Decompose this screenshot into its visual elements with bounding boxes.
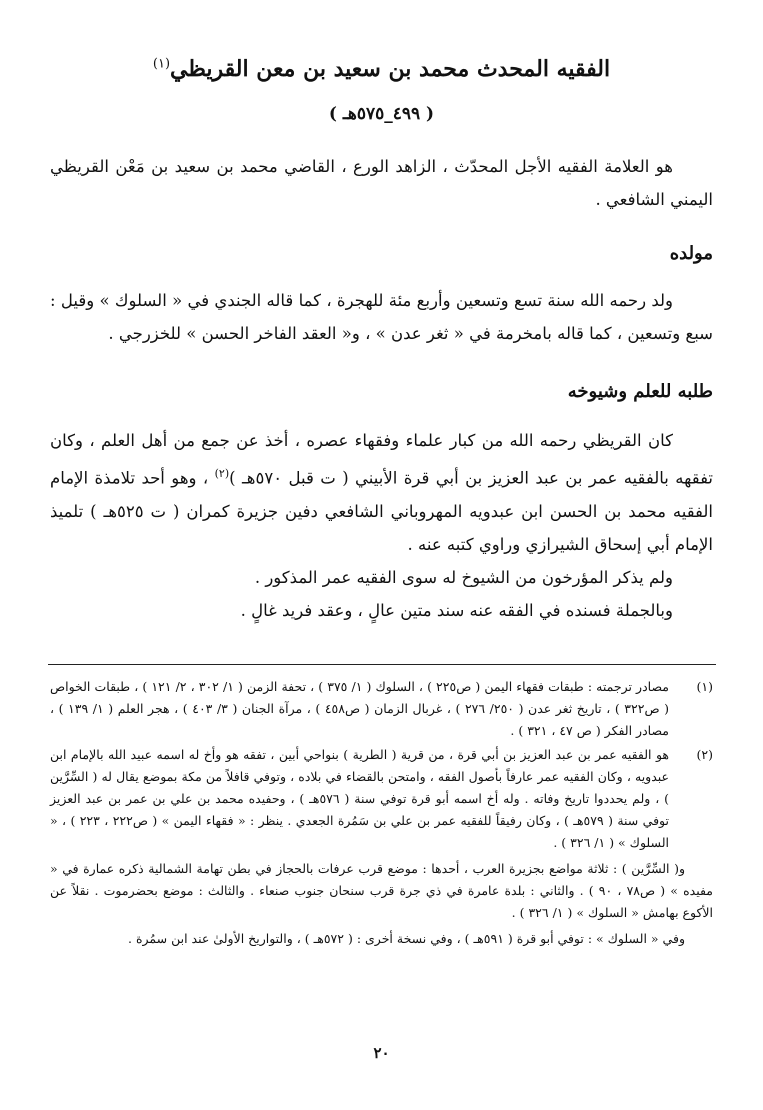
study-paragraph-2: ولم يذكر المؤرخون من الشيوخ له سوى الفقيه عمر المذكور . (254, 567, 673, 587)
study-section (50, 424, 713, 627)
section-heading-study: طلبه للعلم وشيوخه (567, 381, 713, 402)
study-footnote-ref[interactable]: (٢) (214, 467, 230, 480)
footnote-2-note-sirrain: و( السِّرَّين ) : ثلاثة مواضع بجزيرة العرب ، أحدها : موضع قرب عرفات بالحجاز في بطن تهامة الشمالية ذكره عمارة في « مفيده » ( ص٧٨ ، ٩٠ ) . والثاني : بلدة عامرة في ذي جرة قرب سنحان جنوب صنعاء . والثالث : موضع بحضرموت . نقلاً عن الأكوع بهامش « السلوك » ( ١/ ٣٢٦ ) . (50, 861, 713, 920)
intro-paragraph (50, 150, 713, 216)
footnote-divider (48, 664, 716, 665)
intro-text: هو العلامة الفقيه الأجل المحدّث ، الزاهد الورع ، القاضي محمد بن سعيد بن مَعْن القريظي اليمني الشافعي . (50, 157, 713, 209)
footnote-number: (٢) (696, 747, 713, 762)
study-text-b: ، وهو أحد تلامذة الإمام الفقيه محمد بن الحسن ابن عبدويه المهروباني الشافعي دفين جزيرة كمران ( ت ٥٢٥هـ ) تلميذ الإمام أبي إسحاق الشيرازي وراوي كتبه عنه . (50, 468, 714, 554)
page-title (60, 56, 703, 82)
lifespan-dates: ( ٤٩٩_٥٧٥هـ ) (328, 104, 435, 124)
footnote-2 (50, 744, 713, 854)
footnote-2-note-suluk: وفي « السلوك » : توفي أبو قرة ( ٥٩١هـ ) ، وفي نسخة أخرى : ( ٥٧٢هـ ) ، والتواريخ الأولىٰ عند ابن سمُرة . (128, 931, 685, 946)
footnote-text: مصادر ترجمته : طبقات فقهاء اليمن ( ص٢٢٥ ) ، السلوك ( ١/ ٣٧٥ ) ، تحفة الزمن ( ١/ ٣٠٢ ، ٢/ ١٢١ ) ، طبقات الخواص ( ص٣٢٢ ) ، تاريخ ثغر عدن ( ٢٥٠/ ٢٧٦ ) ، غربال الزمان ( ص٤٥٨ ) ، مرآة الجنان ( ٣/ ٤٠٣ ) ، هجر العلم ( ١/ ١٣٩ ) ، مصادر الفكر ( ص ٤٧ ، ٣٢١ ) . (50, 679, 669, 738)
study-paragraph-1 (50, 424, 713, 561)
footnote-text: هو الفقيه عمر بن عبد العزيز بن أبي قرة ، من قرية ( الطرية ) بنواحي أبين ، تفقه هو وأخ له اسمه عبيد الله بالإمام ابن عبدويه ، وكان الفقيه عمر عارفاً بأصول الفقه ، وامتحن بالقضاء في بلاده ، وتوفي قافلاً من مكة بموضع يقال له ( السِّرَّين ) ، ولم يحددوا تاريخ وفاته . وله أخ اسمه أبو قرة توفي سنة ( ٥٧٦هـ ) ، وحفيده محمد بن علي بن عمر بن عبد العزيز توفي سنة ( ٥٧٩هـ ) ، وكان رفيقاً للفقيه عمر بن علي بن سَمُرة الجعدي . ينظر : « فقهاء اليمن » ( ص٢٢٢ ، ٢٢٣ ) ، « السلوك » ( ١/ ٣٢٦ ) . (50, 747, 669, 850)
section-heading-birth: مولده (669, 243, 713, 264)
footnote-1 (50, 676, 713, 742)
study-text-a: كان القريظي رحمه الله من كبار علماء وفقهاء عصره ، أخذ عن جمع من أهل العلم ، وكان تفقهه بالفقيه عمر بن عبد العزيز بن أبي قرة الأبيني ( ت قبل ٥٧٠هـ ) (50, 431, 714, 488)
title-text: الفقيه المحدث محمد بن سعيد بن معن القريظي (170, 56, 611, 82)
footnote-number: (١) (696, 679, 713, 694)
study-paragraph-3: وبالجملة فسنده في الفقه عنه سند متين عالٍ ، وعقد فريد غالٍ . (240, 600, 673, 620)
birth-paragraph (50, 284, 713, 350)
footnotes (50, 676, 713, 950)
birth-text: ولد رحمه الله سنة تسع وتسعين وأربع مئة للهجرة ، كما قاله الجندي في « السلوك » وقيل : سبع وتسعين ، كما قاله بامخرمة في « ثغر عدن » ، و« العقد الفاخر الحسن » للخزرجي . (50, 291, 713, 343)
title-footnote-ref[interactable]: (١) (152, 56, 171, 72)
page-number: ٢٠ (373, 1044, 390, 1062)
